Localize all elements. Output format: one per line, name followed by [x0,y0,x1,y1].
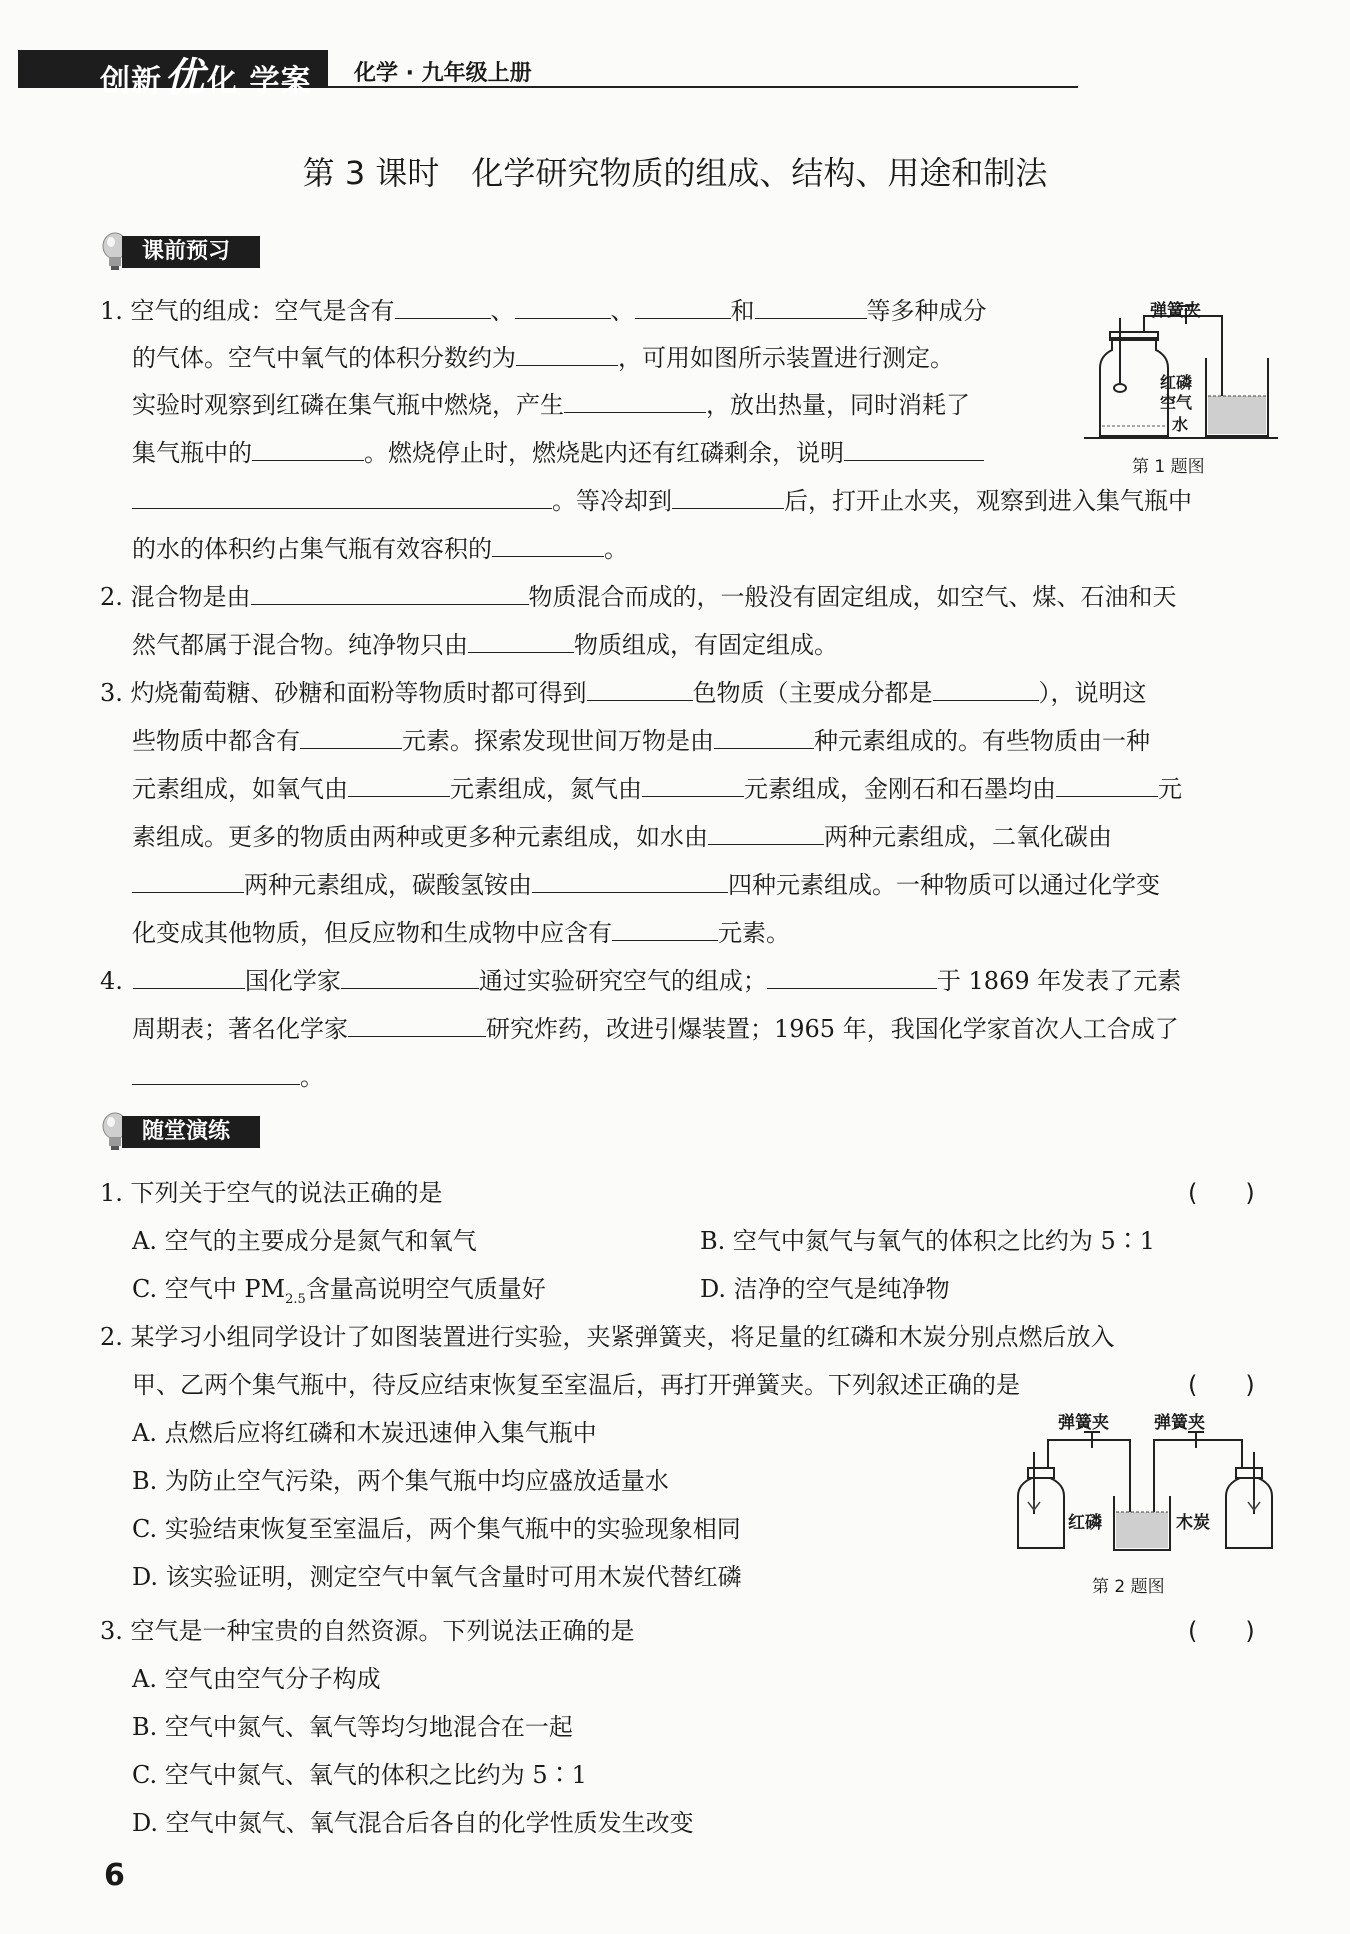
answer-parentheses[interactable]: ( ) [1188,1617,1255,1645]
preview-q3-line3: 元素组成，如氧气由 元素组成，氮气由 元素组成，金刚石和石墨均由 元 [132,775,1182,803]
answer-blank[interactable] [348,1014,486,1037]
option-c[interactable]: C. 空气中氮气、氧气的体积之比约为 5∶1 [132,1761,587,1789]
option-b[interactable]: B. 为防止空气污染，两个集气瓶中均应盛放适量水 [132,1467,669,1495]
option-b[interactable]: B. 空气中氮气、氧气等均匀地混合在一起 [132,1713,573,1741]
section-title: 随堂演练 [122,1116,260,1148]
answer-blank[interactable] [515,296,611,319]
brand-logo: 创新优化 学案 [100,55,312,101]
answer-blank[interactable] [532,870,728,893]
option-d[interactable]: D. 空气中氮气、氧气混合后各自的化学性质发生改变 [132,1809,694,1837]
answer-blank[interactable] [516,343,618,366]
figure-caption: 第 2 题图 [1092,1577,1165,1597]
label-clip-right: 弹簧夹 [1154,1413,1205,1433]
section-title: 课前预习 [122,236,260,268]
option-a[interactable]: A. 点燃后应将红磷和木炭迅速伸入集气瓶中 [132,1419,597,1447]
label-phosphorus: 红磷 [1160,373,1193,392]
answer-blank[interactable] [468,630,574,653]
preview-q4-line2: 周期表；著名化学家 研究炸药，改进引爆装置；1965 年，我国化学家首次人工合成了 [132,1015,1179,1043]
preview-q3-line1: 3. 灼烧葡萄糖、砂糖和面粉等物质时都可得到 色物质（主要成分都是 ），说明这 [100,679,1147,707]
label-clip: 弹簧夹 [1150,301,1201,321]
answer-blank[interactable] [755,296,867,319]
preview-q1-line1: 1. 空气的组成：空气是含有 、 、 和 等多种成分 [100,297,987,325]
answer-blank[interactable] [132,486,552,509]
answer-parentheses[interactable]: ( ) [1188,1371,1255,1399]
page-header [18,44,1063,101]
option-d[interactable]: D. 该实验证明，测定空气中氧气含量时可用木炭代替红磷 [132,1563,742,1591]
answer-blank[interactable] [132,1062,300,1085]
label-clip-left: 弹簧夹 [1058,1413,1109,1433]
option-c[interactable]: C. 实验结束恢复至室温后，两个集气瓶中的实验现象相同 [132,1515,741,1543]
answer-blank[interactable] [132,870,244,893]
lesson-title: 第 3 课时 化学研究物质的组成、结构、用途和制法 [302,154,1048,192]
answer-blank[interactable] [341,966,479,989]
page-number: 6 [104,1858,125,1893]
practice-q2-stem-line2: 甲、乙两个集气瓶中，待反应结束恢复至室温后，再打开弹簧夹。下列叙述正确的是 [132,1371,1020,1399]
label-water: 水 [1172,415,1189,434]
preview-q3-line5: 两种元素组成，碳酸氢铵由 四种元素组成。一种物质可以通过化学变 [132,870,1160,900]
preview-q4-line1: 4. 国化学家 通过实验研究空气的组成； 于 1869 年发表了元素 [100,967,1182,995]
preview-q2-line2: 然气都属于混合物。纯净物只由 物质组成，有固定组成。 [132,631,838,659]
option-b[interactable]: B. 空气中氮气与氧气的体积之比约为 5∶1 [700,1227,1156,1255]
option-d[interactable]: D. 洁净的空气是纯净物 [700,1275,950,1303]
answer-blank[interactable] [587,678,693,701]
label-charcoal: 木炭 [1176,1513,1210,1533]
answer-blank[interactable] [1056,774,1158,797]
answer-blank[interactable] [612,918,718,941]
answer-blank[interactable] [714,726,814,749]
answer-blank[interactable] [708,822,824,845]
preview-q1-line6: 的水的体积约占集气瓶有效容积的 。 [132,535,628,563]
answer-blank[interactable] [300,726,402,749]
answer-blank[interactable] [635,296,731,319]
practice-q2-stem-line1: 2. 某学习小组同学设计了如图装置进行实验，夹紧弹簧夹，将足量的红磷和木炭分别点燃后放入 [100,1323,1115,1351]
answer-blank[interactable] [933,678,1039,701]
preview-q3-line6: 化变成其他物质，但反应物和生成物中应含有 元素。 [132,919,790,947]
answer-blank[interactable] [767,966,937,989]
practice-q3-stem: 3. 空气是一种宝贵的自然资源。下列说法正确的是 [100,1617,635,1645]
answer-blank[interactable] [395,296,491,319]
figure-caption: 第 1 题图 [1132,457,1205,477]
apparatus-diagram [1004,1412,1284,1562]
answer-parentheses[interactable]: ( ) [1188,1179,1255,1207]
answer-blank[interactable] [251,582,529,605]
answer-blank[interactable] [133,966,245,989]
answer-blank[interactable] [492,534,604,557]
option-a[interactable]: A. 空气由空气分子构成 [132,1665,381,1693]
label-phosphorus: 红磷 [1068,1513,1102,1533]
preview-q1-line2: 的气体。空气中氧气的体积分数约为 ，可用如图所示装置进行测定。 [132,344,954,372]
option-a[interactable]: A. 空气的主要成分是氮气和氧气 [132,1227,477,1255]
preview-q1-line5: 。等冷却到 后，打开止水夹，观察到进入集气瓶中 [132,486,1192,516]
preview-q1-line3: 实验时观察到红磷在集气瓶中燃烧，产生 ，放出热量，同时消耗了 [132,391,970,419]
preview-q3-line4: 素组成。更多的物质由两种或更多种元素组成，如水由 两种元素组成，二氧化碳由 [132,823,1112,851]
figure-1 [1082,298,1282,476]
label-air: 空气 [1160,393,1193,412]
preview-q1-line4: 集气瓶中的 。燃烧停止时，燃烧匙内还有红磷剩余，说明 [132,438,984,468]
answer-blank[interactable] [564,390,706,413]
figure-2 [1004,1412,1284,1598]
answer-blank[interactable] [348,774,450,797]
answer-blank[interactable] [672,486,784,509]
answer-blank[interactable] [252,438,364,461]
book-title: 化学 · 九年级上册 [354,61,532,86]
preview-q3-line2: 些物质中都含有 元素。探索发现世间万物是由 种元素组成的。有些物质由一种 [132,727,1150,755]
preview-q4-line3: 。 [132,1062,324,1092]
answer-blank[interactable] [844,438,984,461]
option-c[interactable]: C. 空气中 $PM_{2.5}$含量高说明空气质量好 [132,1275,546,1307]
answer-blank[interactable] [642,774,744,797]
preview-q2-line1: 2. 混合物是由 物质混合而成的，一般没有固定组成，如空气、煤、石油和天 [100,583,1177,611]
practice-q1-stem: 1. 下列关于空气的说法正确的是 [100,1179,443,1207]
